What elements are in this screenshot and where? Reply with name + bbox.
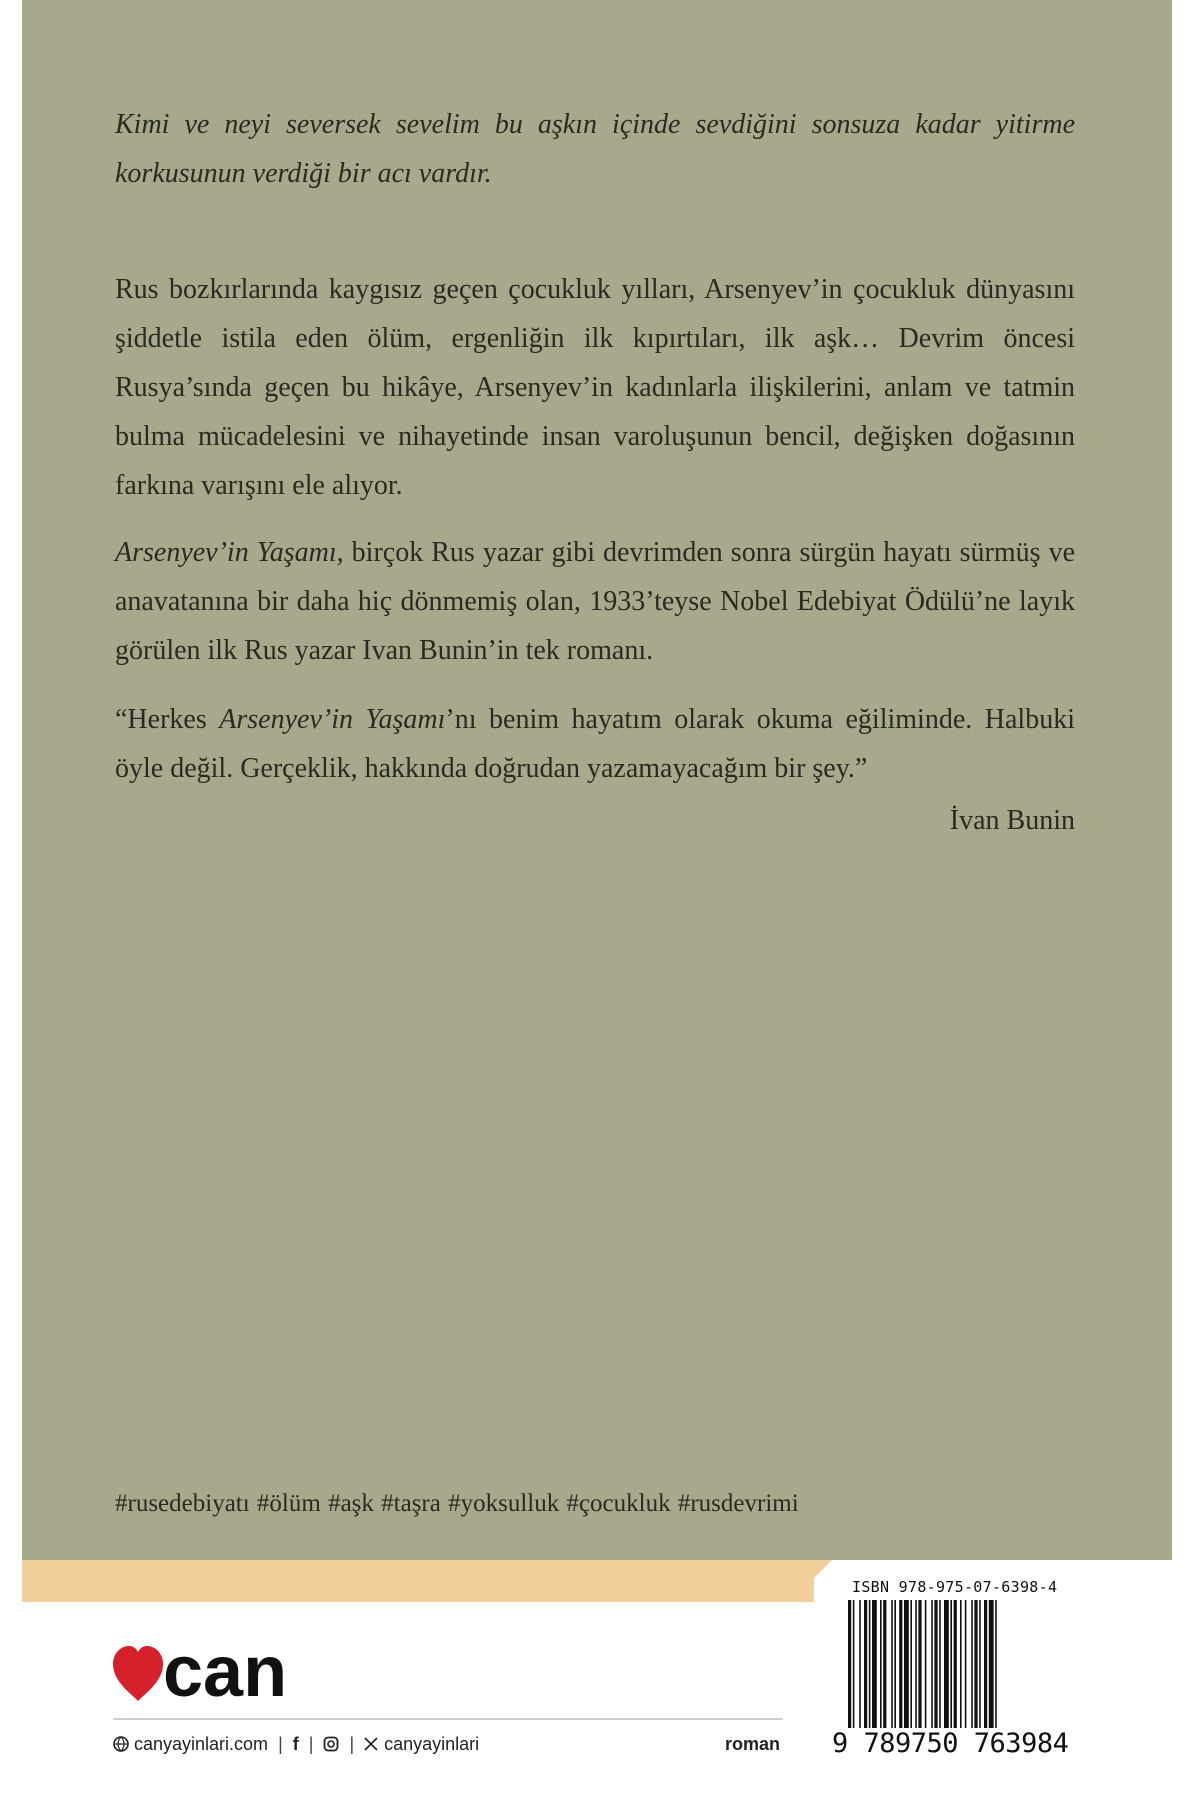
about-novel-paragraph [115,528,1075,675]
barcode-bar [944,1600,949,1730]
quote-text: ’nı benim hayatım olarak okuma eğiliminde. Halbuki öyle değil. Gerçeklik, hakkında doğrudan yazamayacağım bir şey.” [115,704,1075,784]
barcode-bar [950,1600,952,1730]
barcode-bar [904,1600,909,1730]
barcode-bar [880,1600,882,1730]
barcode-bar [931,1600,933,1730]
publisher-footer: canyayinlari.com | f | | canyayinlari [113,1730,783,1758]
barcode-bar [899,1600,902,1730]
barcode-bar [971,1600,973,1730]
description-paragraph: Rus bozkırlarında kaygısız geçen çocukluk yılları, Arsenyev’in çocukluk dünyasını şiddetle istila eden ölüm, ergenliğin ilk kıpırtıları, ilk aşk… Devrim öncesi Rusya’sında geçen bu hikâye, Arsenyev’in kadınlarla ilişkilerini, anlam ve tatmin bulma mücadelesini ve nihayetinde insan varoluşunun bencil, değişken doğasının farkına varışını ele alıyor. [115,274,1075,501]
barcode-bar [864,1600,867,1730]
globe-icon [113,1736,129,1752]
quote-open: “Herkes [115,704,220,735]
website-link[interactable]: canyayinlari.com [134,1733,269,1754]
barcode-bar [915,1600,917,1730]
barcode-bar [939,1600,941,1730]
quote-book-title: Arsenyev’in Yaşamı [219,704,446,735]
facebook-icon[interactable]: f [292,1733,299,1754]
barcode-bar [894,1600,896,1730]
barcode-bar [960,1600,962,1730]
barcode-bar [910,1600,912,1730]
isbn-label: ISBN 978-975-07-6398-4 [852,1578,1058,1596]
about-novel-text: birçok Rus yazar gibi devrimden sonra sürgün hayatı sürmüş ve anavatanına bir daha hiç dönmemiş olan, 1933’teyse Nobel Edebiyat Ödülü’ne layık görülen ilk Rus yazar Ivan Bunin’in tek romanı. [115,537,1076,666]
accent-band-corner [790,1560,832,1602]
instagram-icon[interactable] [323,1736,339,1752]
accent-band [22,1560,814,1602]
barcode-bar [974,1600,977,1730]
barcode-bar [954,1600,957,1730]
epigraph: Kimi ve neyi seversek sevelim bu aşkın içinde sevdiğini sonsuza kadar yitirme korkusunun verdiği bir acı vardır. [115,109,1075,189]
x-icon[interactable] [364,1737,378,1751]
heart-icon [113,1646,163,1701]
logo-text: can [163,1640,288,1704]
book-title: Arsenyev’in Yaşamı, [115,537,344,568]
barcode-bar [883,1600,886,1730]
barcode-bar [869,1600,871,1730]
hashtags: #rusedebiyatı #ölüm #aşk #taşra #yoksulluk #çocukluk #rusdevrimi [115,1490,799,1517]
barcode-bar [965,1600,967,1730]
footer-divider [113,1718,783,1720]
barcode-bar [918,1600,921,1730]
barcode-bar [979,1600,981,1730]
barcode-bar [934,1600,937,1730]
can-logo [113,1640,303,1704]
barcode-bar [859,1600,861,1730]
barcode-bar [891,1600,893,1730]
x-handle[interactable]: canyayinlari [384,1733,480,1754]
quote-author: İvan Bunin [949,805,1075,836]
barcode-bar [984,1600,987,1730]
barcode-number: 9 789750 763984 [832,1728,1069,1759]
author-quote [115,695,1075,793]
barcode-bar [872,1600,877,1730]
genre-label: roman [725,1734,781,1754]
